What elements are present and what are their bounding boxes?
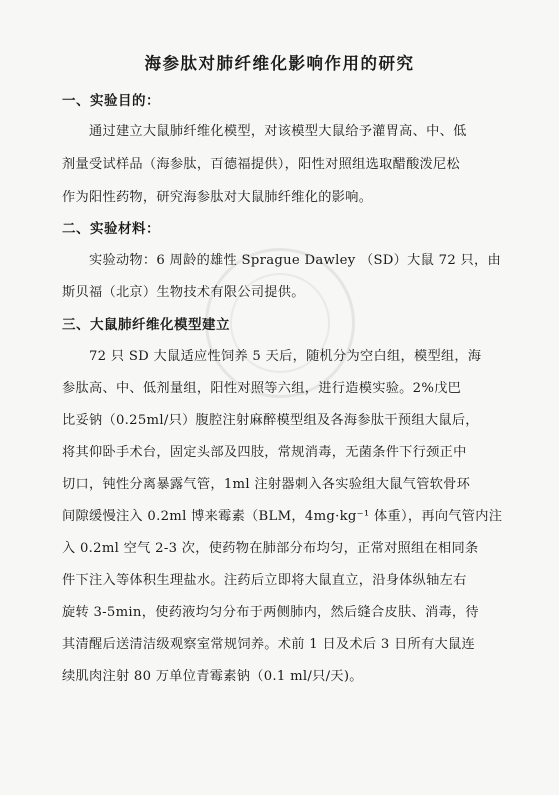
paragraph-line: 间隙缓慢注入 0.2ml 博来霉素（BLM，4mg·kg⁻¹ 体重），再向气管内注 [62,509,503,524]
paragraph-line: 通过建立大鼠肺纤维化模型，对该模型大鼠给予灌胃高、中、低 [62,124,467,139]
paragraph-line: 入 0.2ml 空气 2-3 次，使药物在肺部分布均匀，正常对照组在相同条 [62,541,479,556]
paragraph-line: 斯贝福（北京）生物技术有限公司提供。 [62,285,305,300]
paragraph-line: 作为阳性药物，研究海参肽对大鼠肺纤维化的影响。 [62,190,373,205]
section-heading-model: 三、大鼠肺纤维化模型建立 [62,317,230,333]
paragraph-line: 剂量受试样品（海参肽，百德福提供），阳性对照组选取醋酸泼尼松 [62,157,461,172]
paragraph-line: 件下注入等体积生理盐水。注药后立即将大鼠直立，沿身体纵轴左右 [62,573,467,588]
paragraph-line: 切口，钝性分离暴露气管，1ml 注射器刺入各实验组大鼠气管软骨环 [62,477,471,492]
paragraph-line: 将其仰卧手术台，固定头部及四肢，常规消毒，无菌条件下行颈正中 [62,445,467,460]
section-heading-materials: 二、实验材料： [62,221,160,237]
paragraph-line: 其清醒后送清洁级观察室常规饲养。术前 1 日及术后 3 日所有大鼠连 [62,637,475,652]
document-title: 海参肽对肺纤维化影响作用的研究 [144,54,415,73]
paragraph-line: 参肽高、中、低剂量组，阳性对照等六组，进行造模实验。2%戊巴 [62,381,462,396]
section-heading-purpose: 一、实验目的： [62,93,160,109]
paragraph-line: 旋转 3-5min，使药液均匀分布于两侧肺内，然后缝合皮肤、消毒，待 [62,605,479,620]
paragraph-line: 比妥钠（0.25ml/只）腹腔注射麻醉模型组及各海参肽干预组大鼠后， [62,413,479,428]
paragraph-line: 实验动物：6 周龄的雄性 Sprague Dawley （SD）大鼠 72 只，由 [62,253,501,268]
paragraph-line: 续肌肉注射 80 万单位青霉素钠（0.1 ml/只/天)。 [62,669,363,684]
paragraph-line: 72 只 SD 大鼠适应性饲养 5 天后，随机分为空白组，模型组，海 [62,349,482,364]
